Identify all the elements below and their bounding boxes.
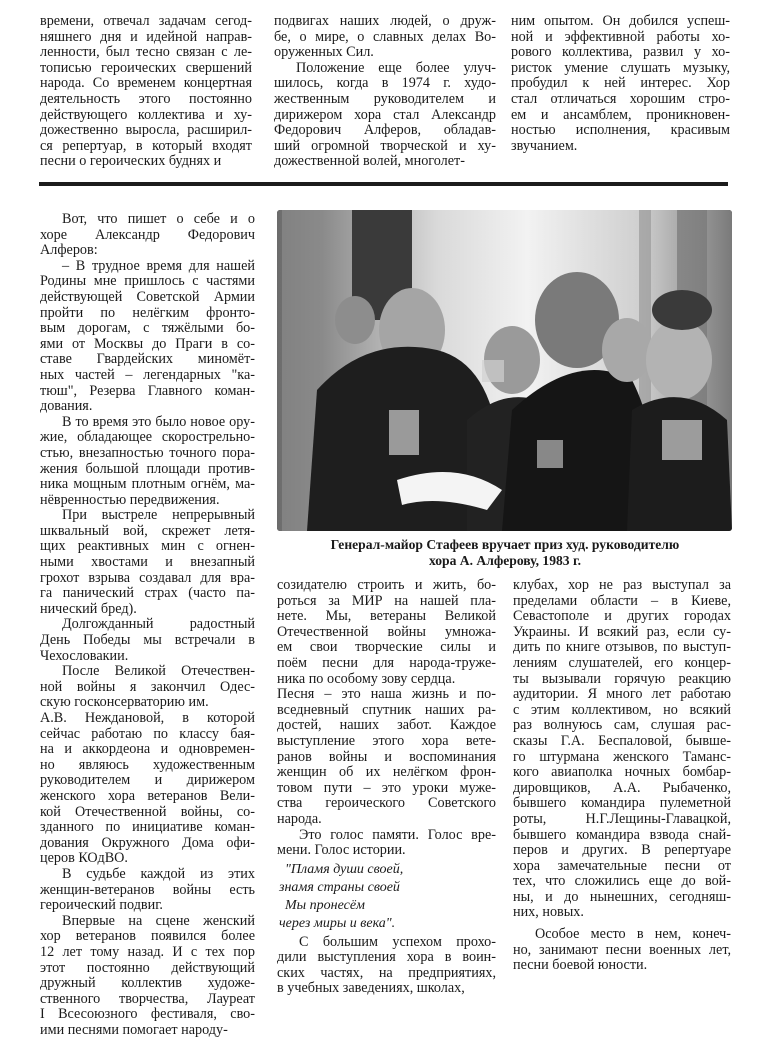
text-line: народа. [277, 810, 322, 827]
text-line: Впервые на сцене женский [62, 912, 255, 929]
text-line: ственного творчества, Лауреат [40, 990, 255, 1007]
top-column-3 [511, 14, 730, 154]
text-line: этот постоянно действующий [40, 959, 255, 976]
text-line: тех, что сложились еще до вой- [513, 873, 731, 890]
text-line: дировщиков, А.А. Рыбаченко, [513, 779, 731, 796]
text-line: но являюсь художественным [40, 756, 255, 773]
text-line: стью, внезапностью точного пора- [40, 444, 255, 461]
text-line: женского хора ветеранов Вели- [40, 787, 255, 804]
text-line: руководителем и дирижером [40, 772, 255, 789]
text-line: Севастополе и других городах [513, 608, 731, 625]
photo-award-ceremony [277, 210, 732, 531]
caption-line-1: Генерал-майор Стафеев вручает приз худ. руководителю [330, 537, 680, 552]
text-line: товом пути – это уроки муже- [277, 779, 496, 796]
text-line: роться за МИР на нашей пла- [277, 592, 496, 609]
text-line: с этим коллективом, но всякий [513, 701, 731, 718]
text-line: поём песни для народа-труже- [277, 654, 496, 671]
text-line: Алферов: [40, 242, 98, 259]
text-line: действующего коллектива и ху- [40, 106, 252, 123]
text-line: на и аккордеона и одновремен- [40, 741, 255, 758]
text-line: I Всесоюзного фестиваля, сво- [40, 1006, 255, 1023]
text-line: подвигах наших людей, о друж- [274, 13, 496, 29]
photo-image [277, 210, 732, 531]
text-line: лениям слушателей, его концер- [513, 654, 731, 671]
caption-line-2: хора А. Алферову, 1983 г. [428, 553, 582, 568]
text-line: ства героического Советского [277, 795, 496, 812]
text-line: мени. Голос истории. [277, 842, 406, 859]
poem-line: знамя страны своей [279, 879, 400, 895]
text-line: Украины. И всякий раз, если су- [513, 623, 731, 640]
text-line: ший огромной творческой и ху- [274, 137, 496, 154]
text-line: перов и других. В репертуаре [513, 842, 731, 859]
text-line: ностью исполнения, красивым [511, 122, 730, 139]
text-line: жения большой площади против- [40, 460, 255, 477]
text-line: хор ветеранов появился более [40, 928, 255, 945]
text-line: ты вызывали горячую реакцию [513, 670, 731, 687]
text-line: 12 лет тому назад. И с тех пор [40, 943, 255, 960]
text-line: стал отличаться хорошим стро- [511, 90, 730, 107]
text-line: дирижером хора стал Александр [274, 106, 496, 123]
left-column [40, 212, 255, 1038]
top-column-1 [40, 14, 252, 170]
text-line: рового коллектива, развил у хо- [511, 44, 730, 61]
text-line: роты, Н.Г.Лещины-Главацкой, [513, 810, 731, 827]
top-column-2 [274, 14, 496, 170]
poem-quote [277, 861, 496, 933]
text-line: ских частях, на предприятиях, [277, 964, 496, 981]
text-line: Отечественной войны умножа- [277, 623, 496, 640]
text-line: ем и ансамблем, проникновен- [511, 106, 730, 123]
text-line: – В трудное время для нашей [62, 257, 255, 274]
text-line: пределами области – в Киеве, [513, 592, 731, 609]
text-line: хора замечательные песни от [513, 857, 731, 874]
text-line: ся репертуар, в который входят [40, 137, 252, 154]
text-line: выступление этого хора вете- [277, 732, 496, 749]
text-line: ной войны я закончил Одес- [40, 678, 255, 695]
text-line: шквальный вой, скрежет летя- [40, 522, 255, 539]
text-line: ных частей – легендарных "ка- [40, 366, 255, 383]
text-line: ны, и до нынешних, сегодняш- [513, 888, 731, 905]
text-line: песни о героических буднях и [40, 153, 222, 170]
text-line: ним опытом. Он добился успеш- [511, 13, 730, 29]
text-line: Долгожданный радостный [62, 616, 255, 633]
text-line: оруженных Сил. [274, 44, 374, 61]
photo-caption [285, 537, 725, 569]
text-line: в учебных заведениях, школах, [277, 980, 465, 997]
text-line: кого авиаполка ночных бомбар- [513, 764, 731, 781]
text-line: скую госконсерваторию им. [40, 694, 209, 711]
text-line: героический подвиг. [40, 897, 163, 914]
text-line: вседневный спутник наших ра- [277, 701, 496, 718]
text-line: га панический страх (часто па- [40, 585, 255, 602]
text-line: пройти по нелёгким фронто- [40, 304, 255, 321]
text-line: Федорович Алферов, обладав- [274, 122, 496, 139]
text-line: деятельность этого постоянно [40, 90, 252, 107]
poem-line: "Пламя души своей, [285, 861, 404, 877]
text-line: ристок умение слушать музыку, [511, 59, 730, 76]
text-line: раз волнуюсь сам, слушая рас- [513, 717, 731, 734]
text-line: зданного по инициативе коман- [40, 819, 255, 836]
text-line: но, занимают песни военных лет, [513, 941, 731, 958]
text-line: действующей Советской Армии [40, 288, 255, 305]
text-line: ника по особому зову сердца. [277, 670, 456, 687]
section-divider [39, 182, 728, 186]
text-line: няшнего дня и идейной направ- [40, 28, 252, 45]
text-line: ленности, был тесно связан с ле- [40, 44, 252, 61]
text-line: ранов войны и воспоминания [277, 748, 496, 765]
text-line: Особое место в нем, конеч- [535, 926, 731, 943]
text-line: жие, обладающее скорострельно- [40, 429, 255, 446]
poem-line: через миры и века". [279, 915, 396, 931]
text-line: Песня – это наша жизнь и по- [277, 686, 496, 703]
text-line: достей, наших забот. Каждое [277, 717, 496, 734]
text-line: бывшего командира пулеметной [513, 795, 731, 812]
text-line: сейчас работаю по классу бая- [40, 725, 255, 742]
text-line: дования Окружного Дома офи- [40, 834, 255, 851]
text-line: тописью героических свершений [40, 59, 252, 76]
text-line: В судьбе каждой из этих [62, 865, 255, 882]
text-line: тюш", Резерва Главного коман- [40, 382, 255, 399]
text-line: сказы Г.А. Беспаловой, бывше- [513, 732, 731, 749]
text-line: хоре Александр Федорович [40, 226, 255, 243]
text-line: щих реактивных мин с огнен- [40, 538, 255, 555]
text-line: дожественной волей, многолет- [274, 153, 465, 170]
text-line: созидателю строить и жить, бо- [277, 577, 496, 593]
text-line: ными хвостами и внезапный [40, 554, 255, 571]
text-line: кой Отечественной войны, со- [40, 803, 255, 820]
text-line: звучанием. [511, 137, 578, 154]
text-line: дружный коллектив художе- [40, 975, 255, 992]
text-line: бывшего командира взвода снай- [513, 826, 731, 843]
text-line: День Победы мы встречали в [40, 632, 255, 649]
text-line: времени, отвечал задачам сегод- [40, 13, 252, 29]
text-line: Положение еще более улуч- [296, 59, 496, 76]
text-line: ника мощным плотным огнём, ма- [40, 476, 255, 493]
text-line: Чехословакии. [40, 647, 129, 664]
text-line: Это голос памяти. Голос вре- [299, 826, 496, 843]
text-line: дожественно выросла, расширил- [40, 122, 252, 139]
text-line: При выстреле непрерывный [62, 507, 255, 524]
text-line: дили выступления хора в воин- [277, 949, 496, 966]
text-line: церов КОдВО. [40, 850, 128, 867]
text-line: грохот взрыва создавал для вра- [40, 569, 255, 586]
text-line: дить по книге отзывов, по выступ- [513, 639, 731, 656]
text-line: ем свои творческие силы и [277, 639, 496, 656]
text-line: бе, о мире, о славных делах Во- [274, 28, 496, 45]
text-line: народа. Со временем концертная [40, 75, 252, 92]
text-line: женщин-ветеранов войны есть [40, 881, 255, 898]
text-line: нёвренностью передвижения. [40, 491, 220, 508]
text-line: Родины мне пришлось с частями [40, 273, 255, 290]
text-line: А.В. Неждановой, в которой [40, 710, 255, 726]
text-line: нический бред). [40, 600, 137, 617]
text-line: ставе Гвардейских миномёт- [40, 351, 255, 368]
right-column [513, 578, 731, 974]
text-line: жественным руководителем и [274, 90, 496, 107]
text-line: го штурмана женского Таманс- [513, 748, 731, 765]
text-line: В то время это было новое ору- [62, 413, 255, 430]
text-line: ими песнями помогает народу- [40, 1021, 228, 1038]
text-line: женщин об их нелёгком фрон- [277, 764, 496, 781]
text-line: Вот, что пишет о себе и о [62, 211, 255, 227]
text-line: вым дорогам, с тяжёлыми бо- [40, 320, 255, 337]
text-line: С большим успехом прохо- [299, 933, 496, 950]
text-line: ной и эффективной работы хо- [511, 28, 730, 45]
text-line: них, новых. [513, 904, 584, 921]
text-line: нете. Мы, ветераны Великой [277, 608, 496, 625]
text-line: песни боевой юности. [513, 957, 648, 974]
text-line: пробудил к ней интерес. Хор [511, 75, 730, 92]
middle-column [277, 578, 496, 997]
text-line: аудитории. Я много лет работаю [513, 686, 731, 703]
text-line: шилось, когда в 1974 г. худо- [274, 75, 496, 92]
poem-line: Мы пронесём [285, 897, 365, 913]
text-line: клубах, хор не раз выступал за [513, 577, 731, 593]
text-line: ями от Москвы до Праги в со- [40, 335, 255, 352]
text-line: После Великой Отечествен- [62, 663, 255, 680]
text-line: дования. [40, 398, 93, 415]
